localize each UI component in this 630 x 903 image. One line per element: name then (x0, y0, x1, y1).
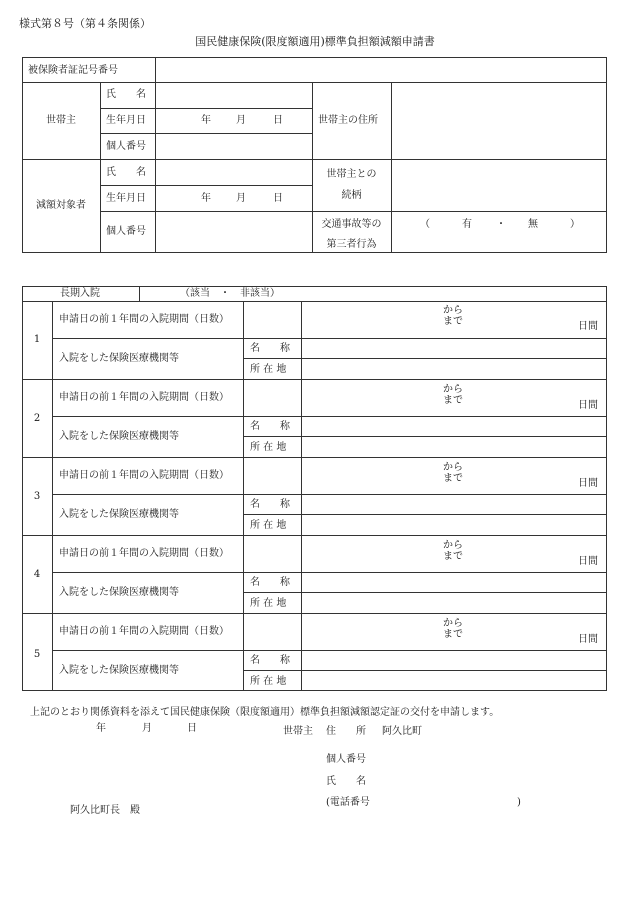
period-from: から (443, 540, 463, 551)
institution-name-field[interactable] (303, 418, 605, 435)
institution-address-label: 所 在 地 (250, 520, 287, 531)
reduction-target-label: 減額対象者 (36, 200, 86, 211)
head-birth-year: 年 (201, 115, 211, 126)
institution-label: 入院をした保険医療機関等 (59, 353, 179, 364)
period-label: 申請日の前１年間の入院期間（日数） (59, 314, 229, 325)
table-rule (301, 301, 302, 691)
period-to: まで (443, 316, 463, 327)
row-number: 2 (33, 413, 41, 424)
institution-address-field[interactable] (303, 672, 605, 690)
period-days-unit: 日間 (578, 478, 598, 489)
phone-field[interactable] (376, 793, 514, 811)
accident-open-paren: （ (420, 219, 430, 230)
target-birth-field[interactable] (157, 187, 310, 209)
period-to: まで (443, 551, 463, 562)
period-to: まで (443, 629, 463, 640)
institution-label: 入院をした保険医療機関等 (59, 587, 179, 598)
accident-option-no[interactable]: 無 (528, 219, 538, 230)
head-mynumber-label: 個人番号 (106, 141, 146, 152)
head-name-label: 氏 名 (106, 89, 146, 100)
table-rule (22, 613, 607, 614)
form-number: 様式第８号（第４条関係） (19, 17, 151, 30)
head-name-field[interactable] (157, 84, 310, 106)
table-rule (22, 301, 607, 302)
target-name-label: 氏 名 (106, 167, 146, 178)
table-rule (243, 301, 244, 691)
period-field[interactable] (303, 615, 605, 648)
head-address-label: 世帯主の住所 (318, 115, 378, 126)
period-field[interactable] (303, 381, 605, 414)
table-rule (155, 57, 156, 82)
table-rule (22, 379, 607, 380)
accident-close-paren: ） (570, 219, 580, 230)
institution-name-label: 名 称 (250, 343, 290, 354)
period-field[interactable] (303, 537, 605, 570)
table-rule (243, 592, 607, 593)
date-month: 月 (142, 723, 152, 734)
target-birth-day: 日 (273, 193, 283, 204)
period-label: 申請日の前１年間の入院期間（日数） (59, 470, 229, 481)
phone-label: (電話番号 (326, 797, 370, 808)
institution-address-label: 所 在 地 (250, 364, 287, 375)
institution-label: 入院をした保険医療機関等 (59, 509, 179, 520)
institution-label: 入院をした保険医療機関等 (59, 665, 179, 676)
period-days-unit: 日間 (578, 400, 598, 411)
head-birth-field[interactable] (157, 110, 310, 132)
table-rule (100, 211, 607, 212)
period-days-unit: 日間 (578, 321, 598, 332)
head-birth-day: 日 (273, 115, 283, 126)
institution-address-field[interactable] (303, 516, 605, 534)
institution-address-field[interactable] (303, 594, 605, 612)
period-label: 申請日の前１年間の入院期間（日数） (59, 392, 229, 403)
institution-address-field[interactable] (303, 360, 605, 378)
period-label: 申請日の前１年間の入院期間（日数） (59, 626, 229, 637)
target-name-field[interactable] (157, 161, 310, 183)
institution-name-label: 名 称 (250, 421, 290, 432)
table-rule (100, 82, 101, 253)
period-from: から (443, 618, 463, 629)
table-rule (243, 514, 607, 515)
period-label: 申請日の前１年間の入院期間（日数） (59, 548, 229, 559)
table-rule (100, 133, 312, 134)
applicant-name-label: 氏 名 (326, 776, 366, 787)
head-address-field[interactable] (393, 84, 605, 157)
long-stay-label: 長期入院 (60, 288, 100, 299)
target-birth-year: 年 (201, 193, 211, 204)
applicant-mynumber-label: 個人番号 (326, 754, 366, 765)
institution-name-field[interactable] (303, 574, 605, 591)
institution-name-label: 名 称 (250, 499, 290, 510)
period-from: から (443, 305, 463, 316)
insured-number-field[interactable] (157, 59, 605, 81)
date-day: 日 (187, 723, 197, 734)
relation-field[interactable] (393, 161, 605, 209)
period-from: から (443, 462, 463, 473)
target-mynumber-label: 個人番号 (106, 226, 146, 237)
application-statement: 上記のとおり関係資料を添えて国民健康保険（限度額適用）標準負担額減額認定証の交付を申請します。 (30, 707, 500, 718)
applicant-name-field[interactable] (376, 772, 596, 790)
table-rule (22, 82, 607, 83)
institution-address-field[interactable] (303, 438, 605, 456)
relation-label-line2: 続柄 (341, 190, 362, 201)
accident-separator: ・ (496, 219, 506, 230)
institution-address-label: 所 在 地 (250, 676, 287, 687)
period-from: から (443, 384, 463, 395)
table-rule (52, 650, 607, 651)
table-rule (100, 185, 312, 186)
institution-address-label: 所 在 地 (250, 442, 287, 453)
table-rule (22, 535, 607, 536)
table-rule (52, 494, 607, 495)
head-birth-label: 生年月日 (106, 115, 146, 126)
table-rule (139, 286, 140, 301)
table-rule (243, 436, 607, 437)
period-days-unit: 日間 (578, 634, 598, 645)
period-to: まで (443, 473, 463, 484)
table-rule (243, 358, 607, 359)
head-birth-month: 月 (236, 115, 246, 126)
institution-name-label: 名 称 (250, 655, 290, 666)
table-rule (52, 301, 53, 691)
institution-address-label: 所 在 地 (250, 598, 287, 609)
target-birth-label: 生年月日 (106, 193, 146, 204)
target-birth-month: 月 (236, 193, 246, 204)
applicant-address-value[interactable]: 阿久比町 (382, 726, 422, 737)
institution-name-field[interactable] (303, 652, 605, 669)
table-rule (52, 338, 607, 339)
table-rule (22, 457, 607, 458)
long-stay-options[interactable]: （該当 ・ 非該当） (180, 288, 280, 299)
form-title: 国民健康保険(限度額適用)標準負担額減額申請書 (195, 35, 435, 48)
accident-label-line1: 交通事故等の (321, 219, 382, 230)
period-field[interactable] (303, 303, 605, 336)
table-rule (52, 572, 607, 573)
accident-option-yes[interactable]: 有 (462, 219, 472, 230)
head-mynumber-field[interactable] (157, 135, 310, 157)
table-rule (155, 82, 156, 253)
applicant-mynumber-field[interactable] (376, 750, 596, 768)
period-to: まで (443, 395, 463, 406)
row-number: 5 (33, 649, 41, 660)
table-rule (391, 82, 392, 253)
table-rule (243, 670, 607, 671)
insured-number-label: 被保険者証記号番号 (28, 65, 118, 76)
row-number: 1 (33, 334, 41, 345)
period-field[interactable] (303, 459, 605, 492)
relation-label-line1: 世帯主との (326, 169, 377, 180)
row-number: 3 (33, 491, 41, 502)
table-rule (52, 416, 607, 417)
applicant-label: 世帯主 (283, 726, 313, 737)
institution-label: 入院をした保険医療機関等 (59, 431, 179, 442)
phone-close-paren: ) (517, 797, 521, 808)
addressee: 阿久比町長 殿 (70, 805, 140, 816)
row-number: 4 (33, 569, 41, 580)
head-of-household-label: 世帯主 (46, 115, 76, 126)
institution-name-field[interactable] (303, 340, 605, 357)
applicant-address-label: 住 所 (326, 726, 366, 737)
institution-name-label: 名 称 (250, 577, 290, 588)
accident-label-line2: 第三者行為 (326, 239, 377, 250)
table-rule (100, 108, 312, 109)
table-rule (22, 159, 607, 160)
target-mynumber-field[interactable] (157, 213, 310, 251)
period-days-unit: 日間 (578, 556, 598, 567)
institution-name-field[interactable] (303, 496, 605, 513)
date-year: 年 (96, 723, 106, 734)
